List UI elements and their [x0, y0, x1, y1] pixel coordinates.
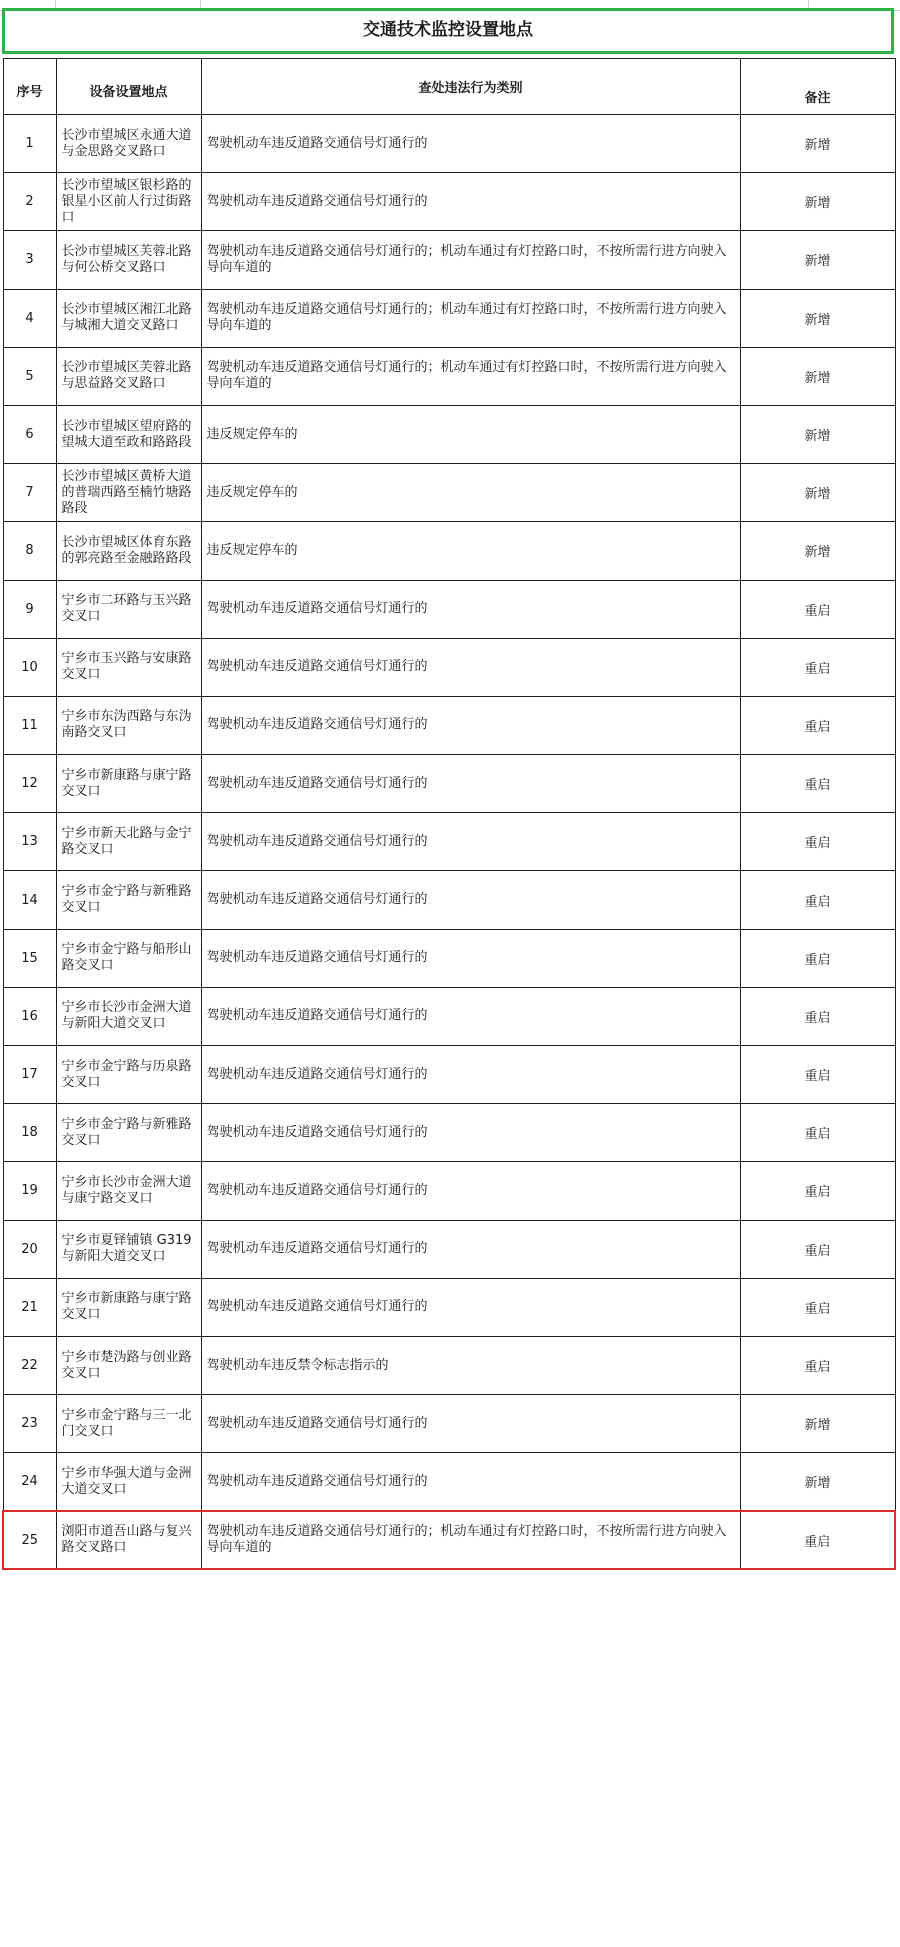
- row-category: 违反规定停车的: [201, 405, 740, 463]
- row-note: 重启: [740, 1104, 895, 1162]
- monitoring-locations-table: [2, 58, 896, 1570]
- row-index: 13: [3, 813, 56, 871]
- row-location: 宁乡市金宁路与历泉路交叉口: [56, 1046, 201, 1104]
- row-index: 19: [3, 1162, 56, 1220]
- row-category: 驾驶机动车违反道路交通信号灯通行的；机动车通过有灯控路口时，不按所需行进方向驶入导向车道的: [201, 289, 740, 347]
- table-row: [3, 1046, 895, 1104]
- row-location: 宁乡市华强大道与金洲大道交叉口: [56, 1453, 201, 1511]
- row-index: 12: [3, 755, 56, 813]
- row-location: 宁乡市长沙市金洲大道与新阳大道交叉口: [56, 987, 201, 1045]
- row-index: 1: [3, 115, 56, 173]
- table-row: [3, 987, 895, 1045]
- row-category: 驾驶机动车违反道路交通信号灯通行的: [201, 929, 740, 987]
- row-location: 长沙市望城区永通大道与金思路交叉路口: [56, 115, 201, 173]
- row-index: 7: [3, 464, 56, 522]
- row-note: 新增: [740, 522, 895, 580]
- row-note: 新增: [740, 464, 895, 522]
- row-category: 驾驶机动车违反道路交通信号灯通行的；机动车通过有灯控路口时，不按所需行进方向驶入导向车道的: [201, 231, 740, 289]
- table-row: [3, 1278, 895, 1336]
- row-location: 宁乡市新天北路与金宁路交叉口: [56, 813, 201, 871]
- row-category: 驾驶机动车违反道路交通信号灯通行的: [201, 1046, 740, 1104]
- row-category: 驾驶机动车违反道路交通信号灯通行的: [201, 1278, 740, 1336]
- row-index: 14: [3, 871, 56, 929]
- table-row: [3, 1395, 895, 1453]
- row-note: 重启: [740, 1511, 895, 1569]
- table-row: [3, 755, 895, 813]
- table-row: [3, 522, 895, 580]
- row-category: 驾驶机动车违反道路交通信号灯通行的: [201, 115, 740, 173]
- row-index: 24: [3, 1453, 56, 1511]
- row-index: 3: [3, 231, 56, 289]
- table-header-row: [3, 59, 895, 115]
- row-note: 新增: [740, 347, 895, 405]
- row-index: 9: [3, 580, 56, 638]
- row-note: 新增: [740, 1395, 895, 1453]
- table-row: [3, 115, 895, 173]
- row-category: 驾驶机动车违反道路交通信号灯通行的: [201, 1453, 740, 1511]
- table-row: [3, 464, 895, 522]
- table-row: [3, 871, 895, 929]
- row-note: 新增: [740, 115, 895, 173]
- row-index: 10: [3, 638, 56, 696]
- table-row: [3, 347, 895, 405]
- row-location: 宁乡市二环路与玉兴路交叉口: [56, 580, 201, 638]
- row-note: 重启: [740, 813, 895, 871]
- row-category: 驾驶机动车违反禁令标志指示的: [201, 1336, 740, 1394]
- header-note: 备注: [740, 59, 895, 115]
- table-row: [3, 405, 895, 463]
- row-index: 20: [3, 1220, 56, 1278]
- table-row: [3, 289, 895, 347]
- row-location: 长沙市望城区银杉路的银星小区前人行过街路口: [56, 173, 201, 231]
- row-index: 4: [3, 289, 56, 347]
- row-index: 5: [3, 347, 56, 405]
- row-index: 16: [3, 987, 56, 1045]
- row-category: 驾驶机动车违反道路交通信号灯通行的: [201, 755, 740, 813]
- row-note: 重启: [740, 1278, 895, 1336]
- table-row: [3, 1511, 895, 1569]
- row-category: 驾驶机动车违反道路交通信号灯通行的: [201, 871, 740, 929]
- row-category: 驾驶机动车违反道路交通信号灯通行的: [201, 987, 740, 1045]
- row-category: 驾驶机动车违反道路交通信号灯通行的: [201, 1162, 740, 1220]
- row-location: 宁乡市金宁路与三一北门交叉口: [56, 1395, 201, 1453]
- row-note: 重启: [740, 1336, 895, 1394]
- row-location: 长沙市望城区芙蓉北路与思益路交叉路口: [56, 347, 201, 405]
- row-category: 驾驶机动车违反道路交通信号灯通行的: [201, 1395, 740, 1453]
- row-category: 违反规定停车的: [201, 522, 740, 580]
- row-note: 重启: [740, 755, 895, 813]
- row-index: 6: [3, 405, 56, 463]
- table-row: [3, 638, 895, 696]
- row-note: 重启: [740, 696, 895, 754]
- header-index: 序号: [3, 59, 56, 115]
- row-index: 11: [3, 696, 56, 754]
- table-row: [3, 1453, 895, 1511]
- row-location: 宁乡市金宁路与新雅路交叉口: [56, 1104, 201, 1162]
- row-note: 重启: [740, 929, 895, 987]
- row-location: 长沙市望城区望府路的望城大道至政和路路段: [56, 405, 201, 463]
- row-category: 驾驶机动车违反道路交通信号灯通行的: [201, 1220, 740, 1278]
- table-title: 交通技术监控设置地点: [2, 8, 894, 54]
- row-location: 宁乡市玉兴路与安康路交叉口: [56, 638, 201, 696]
- row-category: 驾驶机动车违反道路交通信号灯通行的: [201, 813, 740, 871]
- header-category: 查处违法行为类别: [201, 59, 740, 115]
- row-category: 驾驶机动车违反道路交通信号灯通行的: [201, 580, 740, 638]
- table-row: [3, 1336, 895, 1394]
- row-location: 宁乡市新康路与康宁路交叉口: [56, 1278, 201, 1336]
- row-note: 重启: [740, 580, 895, 638]
- row-category: 驾驶机动车违反道路交通信号灯通行的: [201, 173, 740, 231]
- row-index: 17: [3, 1046, 56, 1104]
- table-body: [3, 115, 895, 1570]
- row-location: 宁乡市东沩西路与东沩南路交叉口: [56, 696, 201, 754]
- table-row: [3, 580, 895, 638]
- table-row: [3, 696, 895, 754]
- row-note: 重启: [740, 1220, 895, 1278]
- row-note: 重启: [740, 1046, 895, 1104]
- row-category: 驾驶机动车违反道路交通信号灯通行的: [201, 1104, 740, 1162]
- row-index: 2: [3, 173, 56, 231]
- row-location: 长沙市望城区湘江北路与城湘大道交叉路口: [56, 289, 201, 347]
- row-category: 违反规定停车的: [201, 464, 740, 522]
- row-location: 宁乡市新康路与康宁路交叉口: [56, 755, 201, 813]
- row-index: 8: [3, 522, 56, 580]
- table-row: [3, 813, 895, 871]
- table-row: [3, 1104, 895, 1162]
- row-index: 23: [3, 1395, 56, 1453]
- row-location: 长沙市望城区体育东路的郭亮路至金融路路段: [56, 522, 201, 580]
- row-location: 长沙市望城区芙蓉北路与何公桥交叉路口: [56, 231, 201, 289]
- table-row: [3, 929, 895, 987]
- row-note: 新增: [740, 173, 895, 231]
- table-row: [3, 231, 895, 289]
- row-category: 驾驶机动车违反道路交通信号灯通行的: [201, 696, 740, 754]
- row-index: 22: [3, 1336, 56, 1394]
- row-index: 18: [3, 1104, 56, 1162]
- row-note: 重启: [740, 871, 895, 929]
- table-row: [3, 173, 895, 231]
- row-note: 新增: [740, 289, 895, 347]
- row-note: 重启: [740, 987, 895, 1045]
- row-location: 宁乡市长沙市金洲大道与康宁路交叉口: [56, 1162, 201, 1220]
- header-location: 设备设置地点: [56, 59, 201, 115]
- row-location: 宁乡市楚沩路与创业路交叉口: [56, 1336, 201, 1394]
- row-category: 驾驶机动车违反道路交通信号灯通行的；机动车通过有灯控路口时，不按所需行进方向驶入导向车道的: [201, 347, 740, 405]
- row-index: 15: [3, 929, 56, 987]
- row-category: 驾驶机动车违反道路交通信号灯通行的；机动车通过有灯控路口时，不按所需行进方向驶入导向车道的: [201, 1511, 740, 1569]
- row-index: 21: [3, 1278, 56, 1336]
- table-row: [3, 1220, 895, 1278]
- row-note: 新增: [740, 1453, 895, 1511]
- table-row: [3, 1162, 895, 1220]
- row-location: 长沙市望城区黄桥大道的普瑞西路至楠竹塘路路段: [56, 464, 201, 522]
- row-note: 重启: [740, 638, 895, 696]
- row-location: 宁乡市金宁路与船形山路交叉口: [56, 929, 201, 987]
- row-location: 宁乡市金宁路与新雅路交叉口: [56, 871, 201, 929]
- row-location: 宁乡市夏铎铺镇 G319 与新阳大道交叉口: [56, 1220, 201, 1278]
- row-location: 浏阳市道吾山路与复兴路交叉路口: [56, 1511, 201, 1569]
- row-note: 新增: [740, 405, 895, 463]
- row-index: 25: [3, 1511, 56, 1569]
- row-note: 重启: [740, 1162, 895, 1220]
- row-note: 新增: [740, 231, 895, 289]
- row-category: 驾驶机动车违反道路交通信号灯通行的: [201, 638, 740, 696]
